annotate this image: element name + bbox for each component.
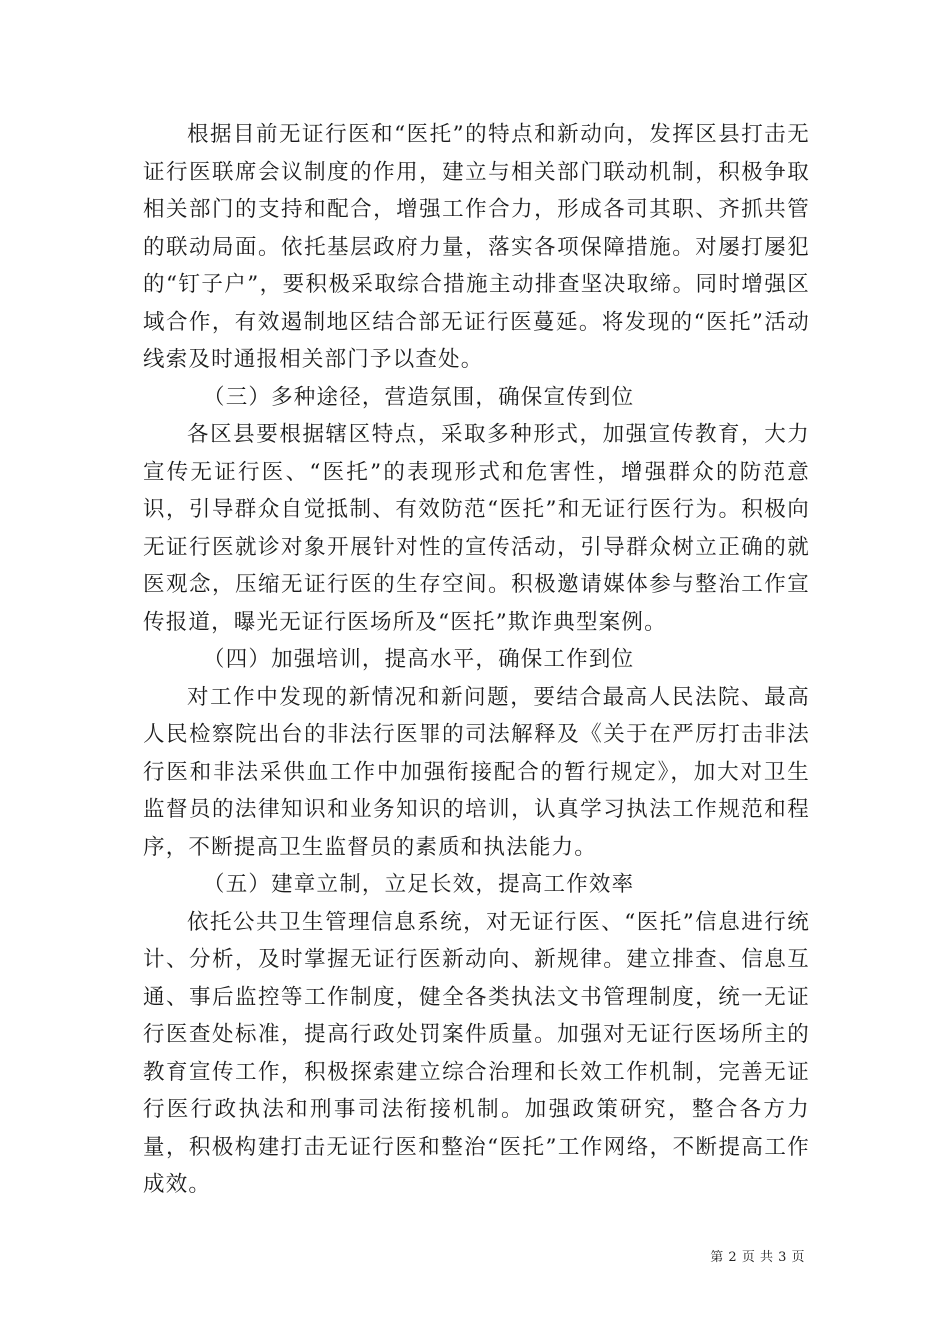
paragraph-training: 对工作中发现的新情况和新问题，要结合最高人民法院、最高人民检察院出台的非法行医罪的司法解释及《关于在严厉打击非法行医和非法采供血工作中加强衔接配合的暂行规定》，加大对卫生监督员的法律知识和业务知识的培训，认真学习执法工作规范和程序，不断提高卫生监督员的素质和执法能力。 <box>143 684 810 860</box>
page-number-footer: 第 2 页 共 3 页 <box>710 1250 805 1265</box>
section-heading-4: （四）加强培训，提高水平，确保工作到位 <box>203 647 635 672</box>
paragraph-mechanism: 依托公共卫生管理信息系统，对无证行医、“医托”信息进行统计、分析，及时掌握无证行医新动向、新规律。建立排查、信息互通、事后监控等工作制度，健全各类执法文书管理制度，统一无证行医查处标准，提高行政处罚案件质量。加强对无证行医场所主的教育宣传工作，积极探索建立综合治理和长效工作机制，完善无证行医行政执法和刑事司法衔接机制。加强政策研究，整合各方力量，积极构建打击无证行医和整治“医托”工作网络，不断提高工作成效。 <box>143 909 810 1197</box>
section-heading-5: （五）建章立制，立足长效，提高工作效率 <box>203 872 635 897</box>
section-heading-3: （三）多种途径，营造氛围，确保宣传到位 <box>203 384 635 410</box>
paragraph-publicity: 各区县要根据辖区特点，采取多种形式，加强宣传教育，大力宣传无证行医、“医托”的表现形式和危害性，增强群众的防范意识，引导群众自觉抵制、有效防范“医托”和无证行医行为。积极向无证行医就诊对象开展针对性的宣传活动，引导群众树立正确的就医观念，压缩无证行医的生存空间。积极邀请媒体参与整治工作宣传报道，曝光无证行医场所及“医托”欺诈典型案例。 <box>143 422 810 635</box>
paragraph-coordination: 根据目前无证行医和“医托”的特点和新动向，发挥区县打击无证行医联席会议制度的作用，建立与相关部门联动机制，积极争取相关部门的支持和配合，增强工作合力，形成各司其职、齐抓共管的联动局面。依托基层政府力量，落实各项保障措施。对屡打屡犯的“钉子户”，要积极采取综合措施主动排查坚决取缔。同时增强区域合作，有效遏制地区结合部无证行医蔓延。将发现的“医托”活动线索及时通报相关部门予以查处。 <box>143 122 810 372</box>
document-body <box>143 116 810 1204</box>
